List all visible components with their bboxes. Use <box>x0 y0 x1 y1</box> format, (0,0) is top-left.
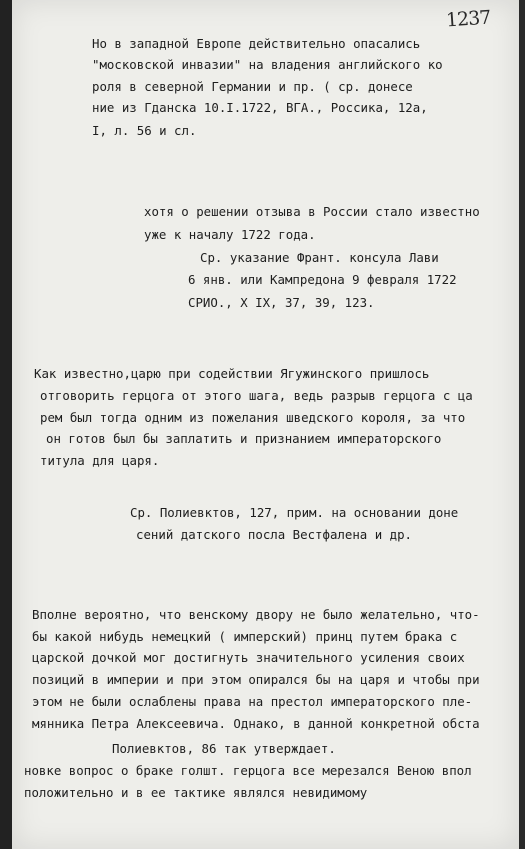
text-line: хотя о решении отзыва в России стало известно <box>144 204 480 219</box>
text-line: он готов был бы заплатить и признанием императорского <box>46 431 442 446</box>
text-line: СРИО., X IX, 37, 39, 123. <box>188 295 375 310</box>
page-number: 1237 <box>445 6 492 32</box>
text-line: отговорить герцога от этого шага, ведь разрыв герцога с ца <box>40 388 473 403</box>
text-line: ние из Гданска 10.I.1722, ВГА., Россика, 12а, <box>92 100 428 115</box>
text-line: уже к началу 1722 года. <box>144 227 316 242</box>
scan-left-edge <box>0 0 12 849</box>
text-line: бы какой нибудь немецкий ( имперский) принц путем брака с <box>32 629 458 644</box>
text-line: этом не были ослаблены права на престол императорского пле- <box>32 694 473 709</box>
text-line: положительно и в ее тактике являлся невидимому <box>24 785 368 800</box>
text-line: Ср. указание Франт. консула Лави <box>200 250 439 265</box>
text-line: I, л. 56 и сл. <box>92 123 197 138</box>
text-line: Полиевктов, 86 так утверждает. <box>112 741 336 756</box>
text-line: Но в западной Европе действительно опасались <box>92 36 421 51</box>
text-line: новке вопрос о браке голшт. герцога все мерезался Веною впол <box>24 763 472 778</box>
text-line: Вполне вероятно, что венскому двору не было желательно, что- <box>32 607 480 622</box>
text-line: роля в северной Германии и пр. ( ср. донесе <box>92 79 413 94</box>
text-line: мянника Петра Алексеевича. Однако, в данной конкретной обста <box>32 716 480 731</box>
text-line: позиций в империи и при этом опирался бы на царя и чтобы при <box>32 672 480 687</box>
text-line: титула для царя. <box>40 453 160 468</box>
text-line: Как известно,царю при содействии Ягужинского пришлось <box>34 366 430 381</box>
text-line: царской дочкой мог достигнуть значительного усиления своих <box>32 650 465 665</box>
text-line: рем был тогда одним из пожелания шведского короля, за что <box>40 410 466 425</box>
text-line: Ср. Полиевктов, 127, прим. на основании доне <box>130 505 459 520</box>
text-line: сений датского посла Вестфалена и др. <box>136 527 413 542</box>
text-line: "московской инвазии" на владения английского ко <box>92 57 443 72</box>
text-line: 6 янв. или Кампредона 9 февраля 1722 <box>188 272 457 287</box>
scan-right-edge <box>519 0 525 849</box>
